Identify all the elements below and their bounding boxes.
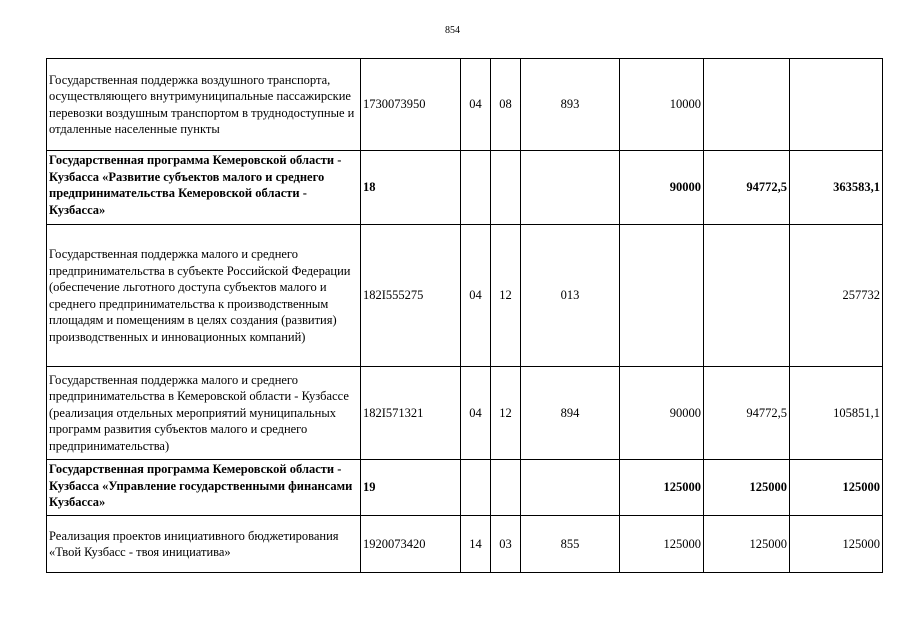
amount-cell-2 [704,225,790,367]
table-row [47,367,883,460]
amount-cell-3: 125000 [790,460,883,516]
section-cell: 04 [461,59,491,151]
row-name-cell: Государственная программа Кемеровской области - Кузбасса «Управление государственными финансами Кузбасса» [47,460,361,516]
table-row [47,225,883,367]
row-name-cell: Реализация проектов инициативного бюджетирования «Твой Кузбасс - твоя инициатива» [47,516,361,573]
section-cell [461,460,491,516]
target-article-cell: 19 [361,460,461,516]
amount-cell-3: 125000 [790,516,883,573]
amount-cell-3: 363583,1 [790,151,883,225]
target-article-cell: 1920073420 [361,516,461,573]
amount-cell-3: 105851,1 [790,367,883,460]
grbs-cell: 013 [521,225,620,367]
amount-cell-2: 125000 [704,460,790,516]
subsection-cell [491,460,521,516]
grbs-cell: 855 [521,516,620,573]
amount-cell-3 [790,59,883,151]
amount-cell-3: 257732 [790,225,883,367]
grbs-cell [521,460,620,516]
amount-cell-1: 90000 [620,151,704,225]
subsection-cell: 12 [491,367,521,460]
target-article-cell: 1730073950 [361,59,461,151]
amount-cell-2 [704,59,790,151]
table-row-program [47,151,883,225]
grbs-cell: 894 [521,367,620,460]
table-row-program [47,460,883,516]
subsection-cell: 03 [491,516,521,573]
grbs-cell: 893 [521,59,620,151]
target-article-cell: 182I571321 [361,367,461,460]
grbs-cell [521,151,620,225]
row-name-cell: Государственная программа Кемеровской области - Кузбасса «Развитие субъектов малого и среднего предпринимательства Кемеровской области - Кузбасса» [47,151,361,225]
amount-cell-2: 125000 [704,516,790,573]
section-cell: 04 [461,367,491,460]
subsection-cell: 12 [491,225,521,367]
amount-cell-1: 125000 [620,516,704,573]
row-name-cell: Государственная поддержка воздушного транспорта, осуществляющего внутримуниципальные пассажирские перевозки воздушным транспортом в труднодоступные и отдаленные населенные пункты [47,59,361,151]
amount-cell-1: 125000 [620,460,704,516]
target-article-cell: 18 [361,151,461,225]
section-cell: 04 [461,225,491,367]
amount-cell-1: 90000 [620,367,704,460]
amount-cell-2: 94772,5 [704,367,790,460]
row-name-cell: Государственная поддержка малого и среднего предпринимательства в субъекте Российской Федерации (обеспечение льготного доступа субъектов малого и среднего предпринимательства к производственным площадям и помещениям в целях создания (развития) производственных и инновационных компаний) [47,225,361,367]
page-number: 854 [445,25,460,36]
section-cell [461,151,491,225]
amount-cell-2: 94772,5 [704,151,790,225]
amount-cell-1 [620,225,704,367]
target-article-cell: 182I555275 [361,225,461,367]
table-row [47,59,883,151]
amount-cell-1: 10000 [620,59,704,151]
table-row [47,516,883,573]
section-cell: 14 [461,516,491,573]
budget-table [46,58,883,573]
subsection-cell [491,151,521,225]
row-name-cell: Государственная поддержка малого и среднего предпринимательства в Кемеровской области - Кузбассе (реализация отдельных мероприятий муниципальных программ развития субъектов малого и среднего предпринимательства) [47,367,361,460]
subsection-cell: 08 [491,59,521,151]
